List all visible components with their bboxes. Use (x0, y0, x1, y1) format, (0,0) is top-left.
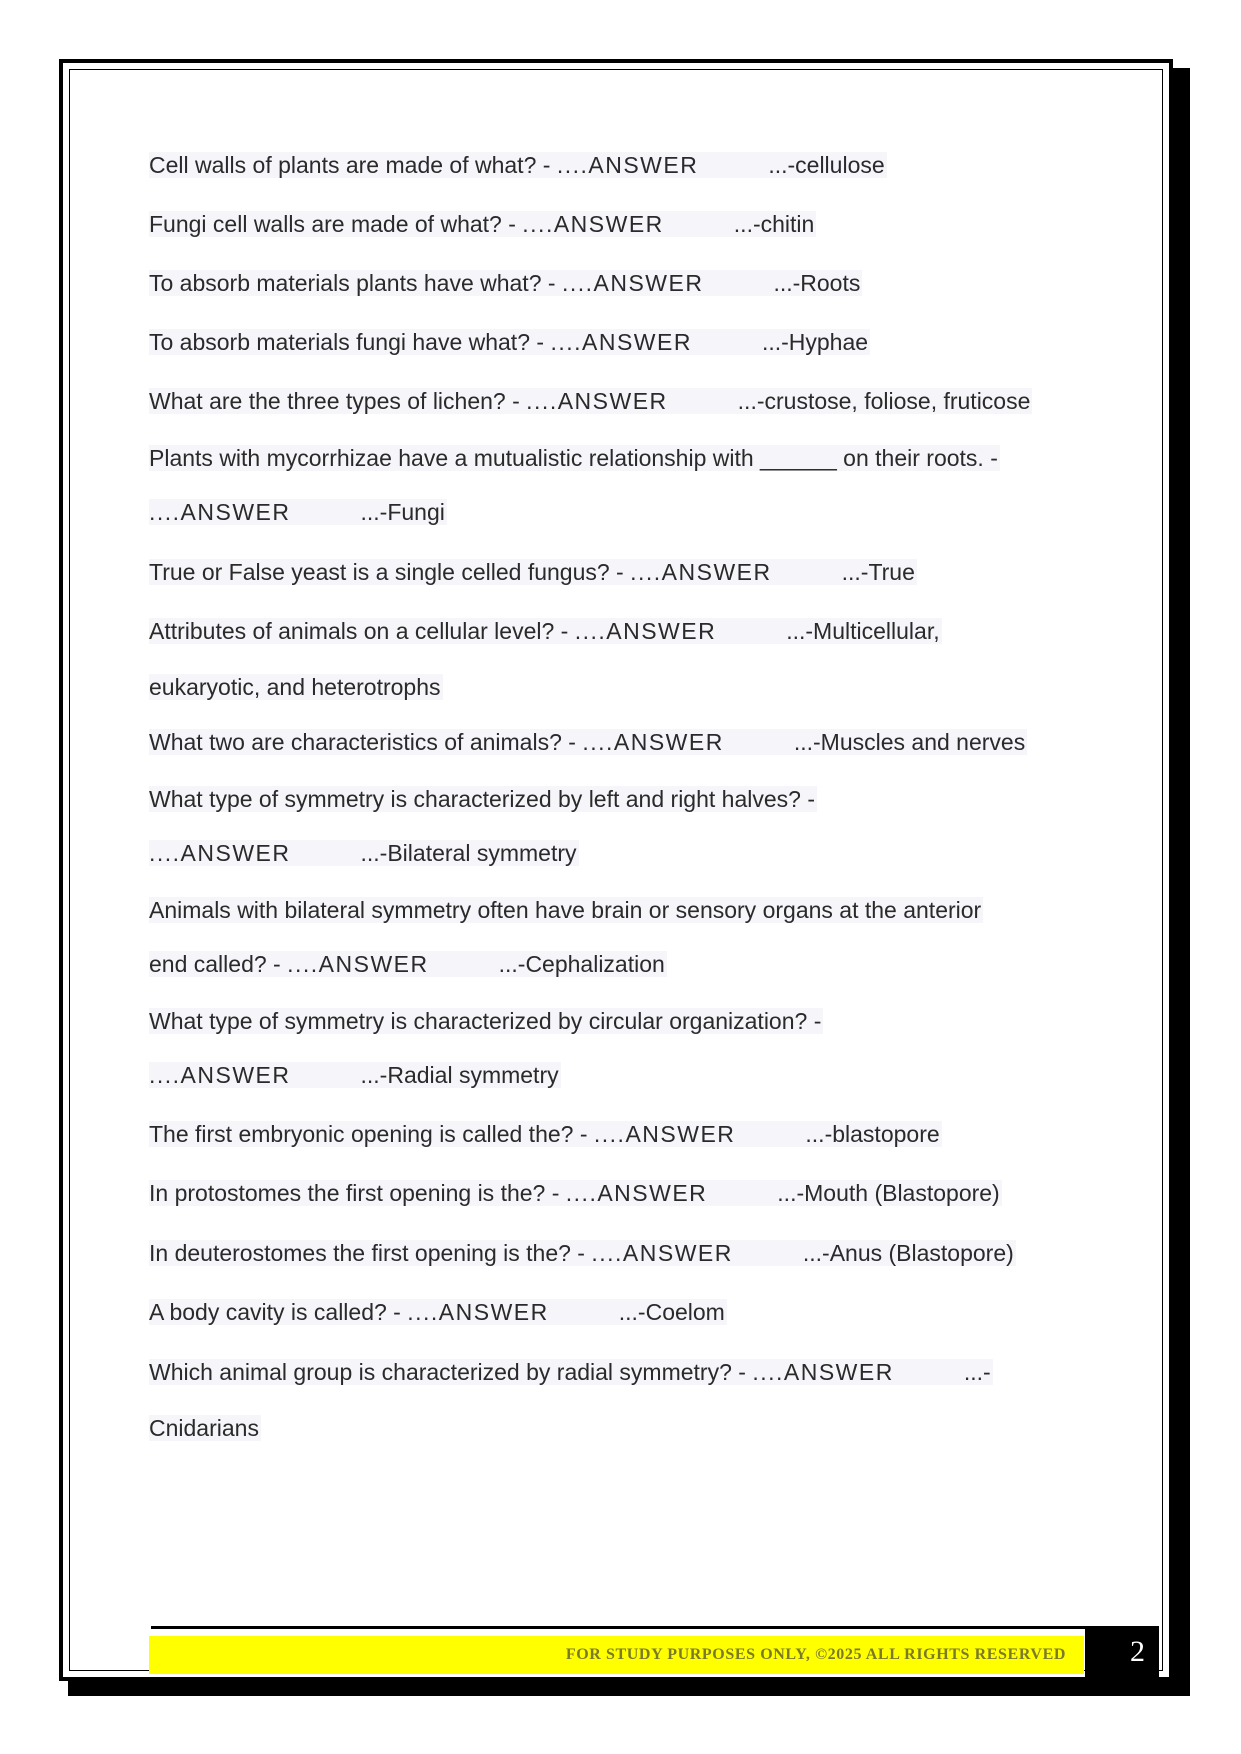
qa-line (149, 725, 1027, 759)
answer-text: ...-True (841, 559, 915, 585)
qa-line-text (149, 1062, 561, 1088)
qa-line (149, 614, 942, 648)
question-text: Fungi cell walls are made of what? - (149, 211, 523, 237)
qa-line (149, 1295, 727, 1329)
answer-tag: ....ANSWER (287, 951, 429, 977)
answer-text: ...- (963, 1359, 991, 1385)
qa-line-text (149, 729, 1027, 755)
qa-line-text (149, 840, 579, 866)
qa-line (149, 495, 447, 529)
question-text: Cell walls of plants are made of what? - (149, 152, 557, 178)
qa-line-text (149, 951, 667, 977)
answer-text: ...-crustose, foliose, fruticose (737, 388, 1031, 414)
qa-line-text (149, 618, 942, 644)
answer-text: ...-blastopore (805, 1121, 940, 1147)
qa-line (149, 836, 579, 870)
question-text: In deuterostomes the first opening is the? - (149, 1240, 592, 1266)
answer-text: ...-Radial symmetry (360, 1062, 559, 1088)
answer-text: ...-Muscles and nerves (793, 729, 1026, 755)
answer-tag: ....ANSWER (582, 729, 724, 755)
qa-line (149, 1411, 261, 1445)
qa-line (149, 947, 667, 981)
answer-text: ...-Mouth (Blastopore) (777, 1180, 1000, 1206)
answer-text: ...-cellulose (768, 152, 885, 178)
qa-line-text (149, 329, 870, 355)
question-text: What two are characteristics of animals? - (149, 729, 583, 755)
qa-line (149, 893, 983, 927)
question-text: What are the three types of lichen? - (149, 388, 527, 414)
answer-text: ...-Bilateral symmetry (360, 840, 577, 866)
question-text: Attributes of animals on a cellular level? - (149, 618, 575, 644)
footer-bar (149, 1636, 1084, 1674)
answer-text: ...-chitin (733, 211, 815, 237)
qa-line-text (149, 897, 983, 923)
qa-line (149, 670, 443, 704)
answer-text: ...-Hyphae (761, 329, 869, 355)
answer-tag: ....ANSWER (556, 152, 699, 178)
question-text: Cnidarians (149, 1415, 259, 1441)
question-text: To absorb materials plants have what? - (149, 270, 562, 296)
answer-text: ...-Roots (773, 270, 861, 296)
qa-line-text (149, 1180, 1002, 1206)
question-text: In protostomes the first opening is the? - (149, 1180, 566, 1206)
answer-tag: ....ANSWER (593, 1121, 736, 1147)
answer-text: ...-Cephalization (498, 951, 665, 977)
qa-line (149, 1355, 993, 1389)
answer-tag: ....ANSWER (407, 1299, 549, 1325)
qa-line (149, 555, 917, 589)
answer-tag: ....ANSWER (591, 1240, 733, 1266)
qa-line (149, 1117, 942, 1151)
answer-text: ...-Multicellular, (786, 618, 940, 644)
qa-line-text (149, 559, 917, 585)
question-text: What type of symmetry is characterized by left and right halves? - (149, 786, 815, 812)
qa-line-text (149, 445, 1000, 471)
qa-line-text (149, 1240, 1016, 1266)
qa-line-text (149, 786, 817, 812)
answer-text: ...-Coelom (618, 1299, 725, 1325)
qa-line-text (149, 1415, 261, 1441)
qa-line (149, 325, 870, 359)
qa-line (149, 207, 816, 241)
question-text: Animals with bilateral symmetry often have brain or sensory organs at the anterior (149, 897, 982, 923)
question-text: To absorb materials fungi have what? - (149, 329, 551, 355)
qa-line (149, 1004, 823, 1038)
qa-line (149, 782, 817, 816)
qa-line (149, 441, 1000, 475)
qa-line-text (149, 388, 1032, 414)
answer-tag: ....ANSWER (149, 499, 291, 525)
qa-line-text (149, 211, 816, 237)
answer-tag: ....ANSWER (752, 1359, 894, 1385)
question-text: Which animal group is characterized by radial symmetry? - (149, 1359, 753, 1385)
qa-line-text (149, 152, 887, 178)
footer-rule (151, 1626, 1088, 1629)
qa-line (149, 1236, 1016, 1270)
answer-tag: ....ANSWER (149, 840, 291, 866)
qa-line-text (149, 674, 443, 700)
question-text: The first embryonic opening is called the? - (149, 1121, 594, 1147)
qa-line (149, 266, 862, 300)
answer-tag: ....ANSWER (149, 1062, 291, 1088)
answer-tag: ....ANSWER (550, 329, 692, 355)
answer-tag: ....ANSWER (522, 211, 664, 237)
qa-line-text (149, 270, 862, 296)
qa-line-text (149, 1359, 993, 1385)
answer-tag: ....ANSWER (561, 270, 704, 296)
answer-tag: ....ANSWER (565, 1180, 708, 1206)
answer-tag: ....ANSWER (630, 559, 772, 585)
question-text: What type of symmetry is characterized by circular organization? - (149, 1008, 822, 1034)
qa-line-text (149, 1008, 823, 1034)
qa-line-text (149, 1121, 942, 1147)
answer-tag: ....ANSWER (574, 618, 717, 644)
question-text: eukaryotic, and heterotrophs (149, 674, 441, 700)
question-text: A body cavity is called? - (149, 1299, 408, 1325)
qa-line-text (149, 1299, 727, 1325)
answer-text: ...-Anus (Blastopore) (802, 1240, 1014, 1266)
qa-line-text (149, 499, 447, 525)
question-text: Plants with mycorrhizae have a mutualistic relationship with ______ on their roots. - (149, 445, 998, 471)
qa-line (149, 384, 1032, 418)
question-text: end called? - (149, 951, 288, 977)
qa-line (149, 1058, 561, 1092)
qa-line (149, 148, 887, 182)
answer-text: ...-Fungi (360, 499, 445, 525)
footer-notice: FOR STUDY PURPOSES ONLY, ©2025 ALL RIGHTS RESERVED (565, 1646, 1066, 1663)
answer-tag: ....ANSWER (526, 388, 668, 414)
question-text: True or False yeast is a single celled fungus? - (149, 559, 631, 585)
qa-line (149, 1176, 1002, 1210)
page-number: 2 (1085, 1626, 1159, 1678)
